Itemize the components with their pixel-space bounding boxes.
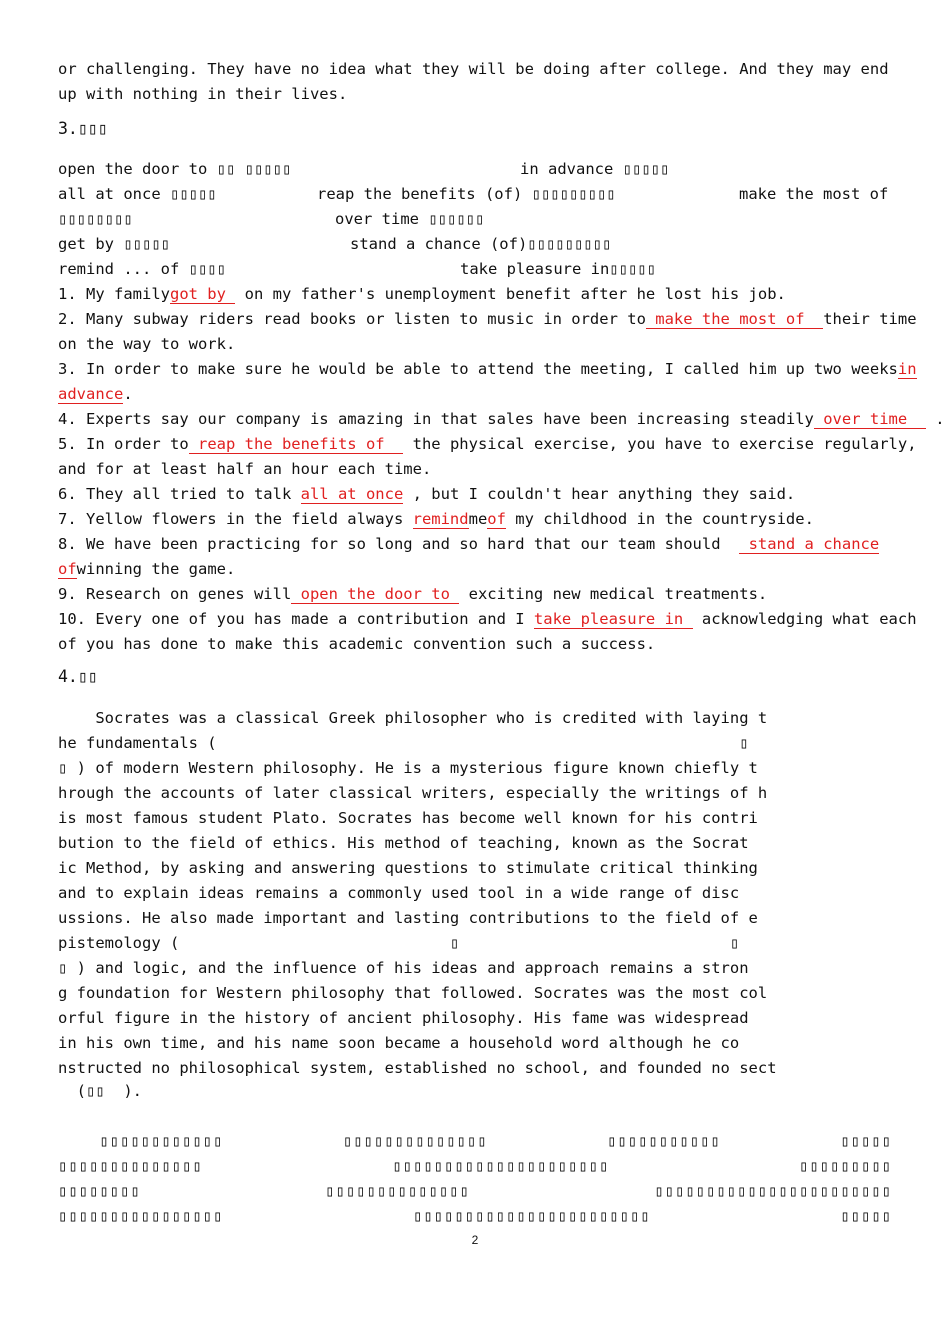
answer-blank: reap the benefits of [188,435,404,453]
exercise-item-7: 7. Yellow flowers in the field always remindmeof my childhood in the countryside. [58,510,814,528]
answer-blank: remind [412,510,469,528]
answer-blank: over time [813,410,926,428]
answer-blank: of [58,560,77,578]
translation-line: ▯▯▯▯▯▯▯▯▯▯▯▯ ▯▯▯▯▯▯▯▯▯▯▯▯▯▯ ▯▯▯▯▯▯▯▯▯▯▯ ▯▯▯▯▯ [58,1132,892,1150]
phrase-stand-a-chance: stand a chance (of)▯▯▯▯▯▯▯▯▯ [350,235,612,253]
answer-blank: open the door to [291,585,460,603]
phrase-in-advance: in advance ▯▯▯▯▯ [520,160,670,178]
exercise-item-9: 9. Research on genes will open the door to exciting new medical treatments. [58,585,768,603]
exercise-item-5-cont: and for at least half an hour each time. [58,460,432,478]
answer-blank: got by [169,285,236,303]
exercise-item-5: 5. In order to reap the benefits of the physical exercise, you have to exercise regularly, [58,435,917,453]
phrase-take-pleasure-in: take pleasure in▯▯▯▯▯ [460,260,656,278]
exercise-item-8: 8. We have been practicing for so long and so hard that our team should stand a chance [58,535,880,553]
answer-blank: of [487,510,506,528]
passage-line: ussions. He also made important and lasting contributions to the field of e [58,909,758,927]
phrase-get-by: get by ▯▯▯▯▯ [58,235,170,253]
passage-line: orful figure in the history of ancient philosophy. His fame was widespread [58,1009,749,1027]
passage-line: ▯ ) of modern Western philosophy. He is a mysterious figure known chiefly t [58,759,758,777]
answer-blank: stand a chance [739,535,880,553]
phrase-all-at-once: all at once ▯▯▯▯▯ [58,185,217,203]
exercise-item-8-cont: ofwinning the game. [58,560,236,578]
passage-line: pistemology ( ▯ ▯ [58,934,740,952]
exercise-item-4: 4. Experts say our company is amazing in that sales have been increasing steadily over time . [58,410,945,428]
passage-line: bution to the field of ethics. His method of teaching, known as the Socrat [58,834,749,852]
answer-blank: take pleasure in [533,610,693,628]
answer-blank: in [897,360,917,378]
intro-line-2: up with nothing in their lives. [58,85,348,103]
translation-line: ▯▯▯▯▯▯▯▯▯▯▯▯▯▯ ▯▯▯▯▯▯▯▯▯▯▯▯▯▯▯▯▯▯▯▯▯ ▯▯▯▯▯▯▯▯▯ [58,1157,892,1175]
passage-line: and to explain ideas remains a commonly used tool in a wide range of disc [58,884,740,902]
passage-line: is most famous student Plato. Socrates has become well known for his contri [58,809,758,827]
phrase-make-the-most-of: make the most of [739,185,889,203]
exercise-item-10-cont: of you has done to make this academic convention such a success. [58,635,656,653]
passage-line: Socrates was a classical Greek philosopher who is credited with laying t [58,709,768,727]
translation-line: ▯▯▯▯▯▯▯▯▯▯▯▯▯▯▯▯ ▯▯▯▯▯▯▯▯▯▯▯▯▯▯▯▯▯▯▯▯▯▯▯ ▯▯▯▯▯ [58,1207,892,1225]
passage-line: ic Method, by asking and answering questions to stimulate critical thinking [58,859,758,877]
passage-line: hrough the accounts of later classical writers, especially the writings of h [58,784,768,802]
phrase-reap-the-benefits: reap the benefits (of) ▯▯▯▯▯▯▯▯▯ [317,185,616,203]
phrase-open-the-door-to: open the door to ▯▯ ▯▯▯▯▯ [58,160,292,178]
passage-line: g foundation for Western philosophy that followed. Socrates was the most col [58,984,768,1002]
passage-line: he fundamentals ( ▯ [58,734,749,752]
section-4-heading: 4.▯▯ [58,667,98,686]
phrase-remind-of: remind ... of ▯▯▯▯ [58,260,226,278]
passage-line: ▯ ) and logic, and the influence of his ideas and approach remains a stron [58,959,749,977]
passage-line: (▯▯ ). [58,1082,142,1100]
section-3-heading: 3.▯▯▯ [58,119,108,138]
exercise-item-10: 10. Every one of you has made a contribution and I take pleasure in acknowledging what each [58,610,917,628]
phrase-make-the-most-of-meaning: ▯▯▯▯▯▯▯▯ [58,210,133,228]
translation-line: ▯▯▯▯▯▯▯▯ ▯▯▯▯▯▯▯▯▯▯▯▯▯▯ ▯▯▯▯▯▯▯▯▯▯▯▯▯▯▯▯▯▯▯▯▯▯▯ [58,1182,892,1200]
exercise-item-1: 1. My familygot by on my father's unemployment benefit after he lost his job. [58,285,786,303]
exercise-item-3-cont: advance. [58,385,133,403]
answer-blank: advance [58,385,124,403]
phrase-over-time: over time ▯▯▯▯▯▯ [335,210,485,228]
answer-blank: all at once [300,485,404,503]
page-number: 2 [471,1233,479,1247]
passage-line: in his own time, and his name soon became a household word although he co [58,1034,740,1052]
answer-blank: make the most of [645,310,824,328]
exercise-item-2-cont: on the way to work. [58,335,236,353]
exercise-item-3: 3. In order to make sure he would be able to attend the meeting, I called him up two weeksin [58,360,917,378]
exercise-item-6: 6. They all tried to talk all at once , but I couldn't hear anything they said. [58,485,796,503]
exercise-item-2: 2. Many subway riders read books or listen to music in order to make the most of their time [58,310,917,328]
intro-line-1: or challenging. They have no idea what they will be doing after college. And they may end [58,60,889,78]
passage-line: nstructed no philosophical system, established no school, and founded no sect [58,1059,777,1077]
